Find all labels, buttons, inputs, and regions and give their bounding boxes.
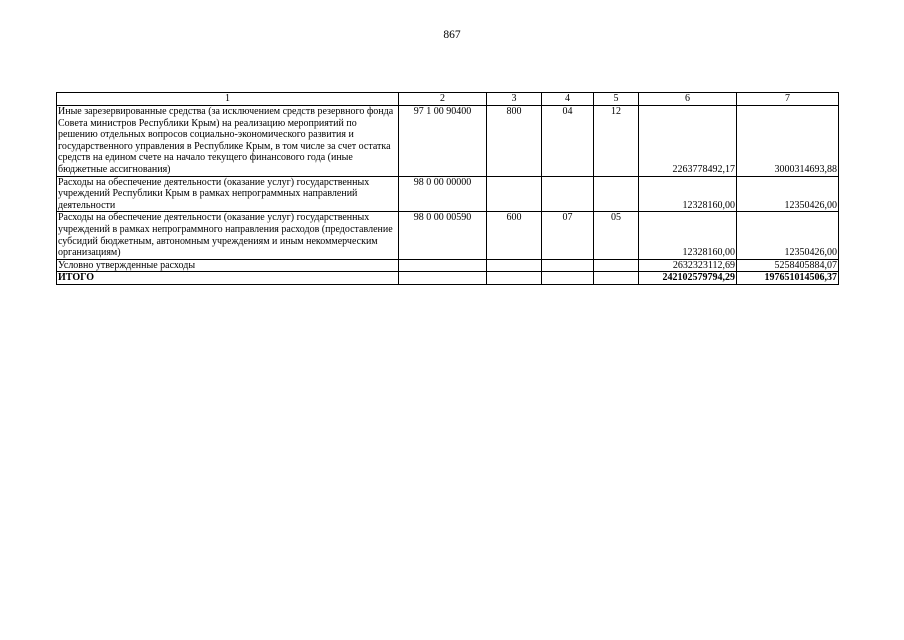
empty-cell <box>594 272 639 285</box>
row-description: Условно утвержденные расходы <box>57 259 399 272</box>
row-description: Расходы на обеспечение деятельности (оказание услуг) государственных учреждений в рамках непрограммного направления расходов (предоставление субсидий бюджетным, автономным учреждениям и иным некоммерческим организациям) <box>57 212 399 259</box>
total-amount-col7: 197651014506,37 <box>737 272 839 285</box>
row-amount-col7: 5258405884,07 <box>737 259 839 272</box>
row-description: Расходы на обеспечение деятельности (оказание услуг) государственных учреждений Республики Крым в рамках непрограммных направлений деятельности <box>57 176 399 212</box>
row-amount-col6: 2263778492,17 <box>639 106 737 177</box>
table-row <box>57 212 839 259</box>
total-amount-col6: 242102579794,29 <box>639 272 737 285</box>
row-subsection <box>594 259 639 272</box>
column-header-5: 5 <box>594 93 639 106</box>
column-header-7: 7 <box>737 93 839 106</box>
table-row <box>57 106 839 177</box>
page-number: 867 <box>443 29 461 41</box>
table-header-row <box>57 93 839 106</box>
row-subsection <box>594 176 639 212</box>
column-header-2: 2 <box>399 93 487 106</box>
table-row <box>57 176 839 212</box>
row-section <box>542 259 594 272</box>
row-target-code <box>399 259 487 272</box>
empty-cell <box>399 272 487 285</box>
column-header-1: 1 <box>57 93 399 106</box>
row-target-code: 98 0 00 00000 <box>399 176 487 212</box>
table-row <box>57 259 839 272</box>
column-header-6: 6 <box>639 93 737 106</box>
row-expense-type: 800 <box>487 106 542 177</box>
column-header-4: 4 <box>542 93 594 106</box>
row-section <box>542 176 594 212</box>
row-amount-col7: 12350426,00 <box>737 212 839 259</box>
row-section: 04 <box>542 106 594 177</box>
row-description: Иные зарезервированные средства (за исключением средств резервного фонда Совета министров Республики Крым) на реализацию мероприятий по решению отдельных вопросов социально-экономического развития и государственного управления в Республике Крым, в том числе за счет остатка средств на едином счете на начало текущего финансового года (иные бюджетные ассигнования) <box>57 106 399 177</box>
row-target-code: 97 1 00 90400 <box>399 106 487 177</box>
row-subsection: 12 <box>594 106 639 177</box>
row-target-code: 98 0 00 00590 <box>399 212 487 259</box>
empty-cell <box>487 272 542 285</box>
column-header-3: 3 <box>487 93 542 106</box>
row-subsection: 05 <box>594 212 639 259</box>
row-expense-type <box>487 259 542 272</box>
total-row <box>57 272 839 285</box>
row-amount-col6: 12328160,00 <box>639 176 737 212</box>
empty-cell <box>542 272 594 285</box>
row-amount-col6: 2632323112,69 <box>639 259 737 272</box>
row-section: 07 <box>542 212 594 259</box>
row-amount-col7: 3000314693,88 <box>737 106 839 177</box>
total-label: ИТОГО <box>57 272 399 285</box>
row-expense-type <box>487 176 542 212</box>
row-expense-type: 600 <box>487 212 542 259</box>
row-amount-col7: 12350426,00 <box>737 176 839 212</box>
row-amount-col6: 12328160,00 <box>639 212 737 259</box>
budget-table <box>56 92 839 285</box>
